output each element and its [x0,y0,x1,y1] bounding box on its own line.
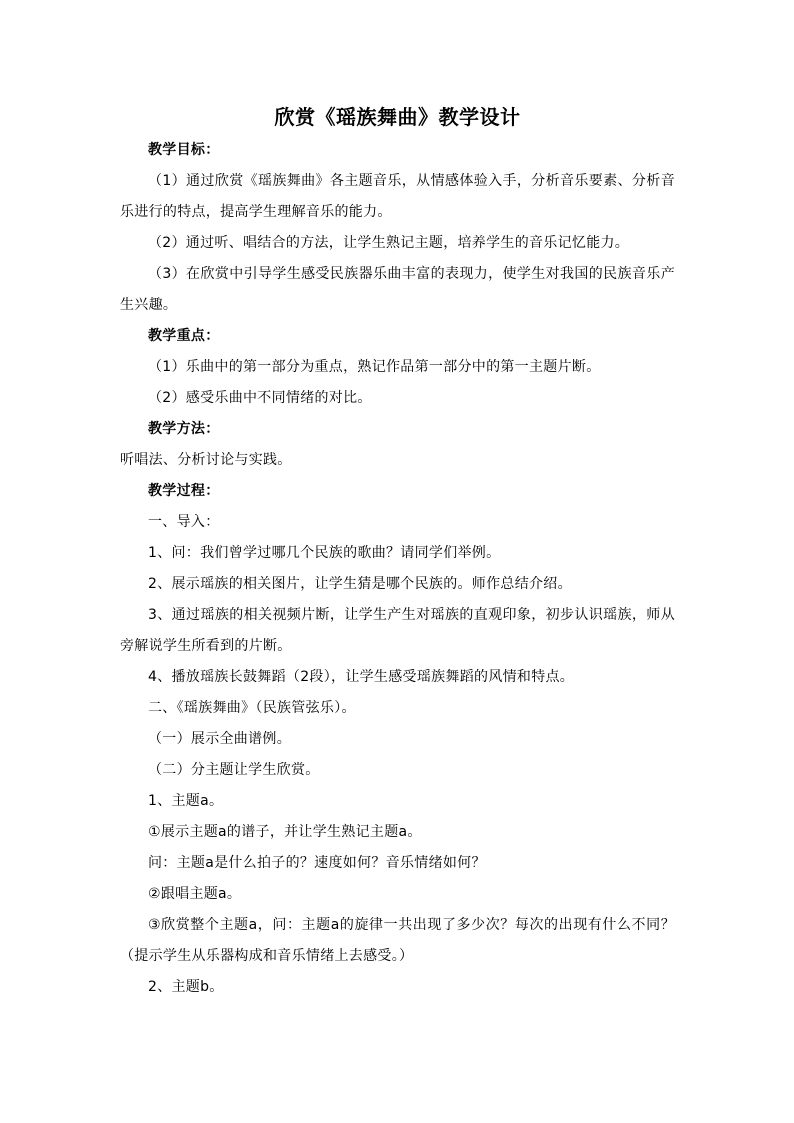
document-body [120,100,675,1003]
sub-step-1: （一）展示全曲谱例。 [148,731,291,747]
intro-item-2: 2、展示瑶族的相关图片，让学生猜是哪个民族的。师作总结介绍。 [148,576,572,592]
page-title: 欣赏《瑶族舞曲》教学设计 [274,105,521,129]
theme-b-heading: 2、主题b。 [148,979,224,995]
theme-a-item-2: ②跟唱主题a。 [148,886,242,902]
key-point-2: （2）感受乐曲中不同情绪的对比。 [148,390,372,406]
goal-1: （1）通过欣赏《瑶族舞曲》各主题音乐，从情感体验入手，分析音乐要素、分析音乐进行的特点，提高学生理解音乐的能力。 [120,173,675,220]
method-text: 听唱法、分析讨论与实践。 [120,452,292,468]
intro-item-3: 3、通过瑶族的相关视频片断，让学生产生对瑶族的直观印象，初步认识瑶族，师从旁解说学生所看到的片断。 [120,607,675,654]
theme-a-heading: 1、主题a。 [148,793,224,809]
goal-3: （3）在欣赏中引导学生感受民族器乐曲丰富的表现力，使学生对我国的民族音乐产生兴趣。 [120,266,675,313]
intro-item-1: 1、问：我们曾学过哪几个民族的歌曲？请同学们举例。 [148,545,501,561]
goal-2: （2）通过听、唱结合的方法，让学生熟记主题，培养学生的音乐记忆能力。 [148,235,630,251]
process-heading: 教学过程： [148,483,220,499]
theme-a-question: 问：主题a是什么拍子的？速度如何？音乐情绪如何？ [148,855,486,871]
sub-step-2: （二）分主题让学生欣赏。 [148,762,320,778]
step-two: 二、《瑶族舞曲》（民族管弦乐）。 [148,700,356,716]
key-points-heading: 教学重点： [148,328,220,344]
step-intro: 一、导入： [148,514,220,530]
method-heading: 教学方法： [148,421,220,437]
key-point-1: （1）乐曲中的第一部分为重点，熟记作品第一部分中的第一主题片断。 [148,359,601,375]
theme-a-item-1: ①展示主题a的谱子，并让学生熟记主题a。 [148,824,422,840]
goals-heading: 教学目标： [148,142,220,158]
theme-a-item-3: ③欣赏整个主题a，问：主题a的旋律一共出现了多少次？每次的出现有什么不同？（提示学生从乐器构成和音乐情绪上去感受。） [120,917,675,964]
intro-item-4: 4、播放瑶族长鼓舞蹈（2段），让学生感受瑶族舞蹈的风情和特点。 [148,669,575,685]
